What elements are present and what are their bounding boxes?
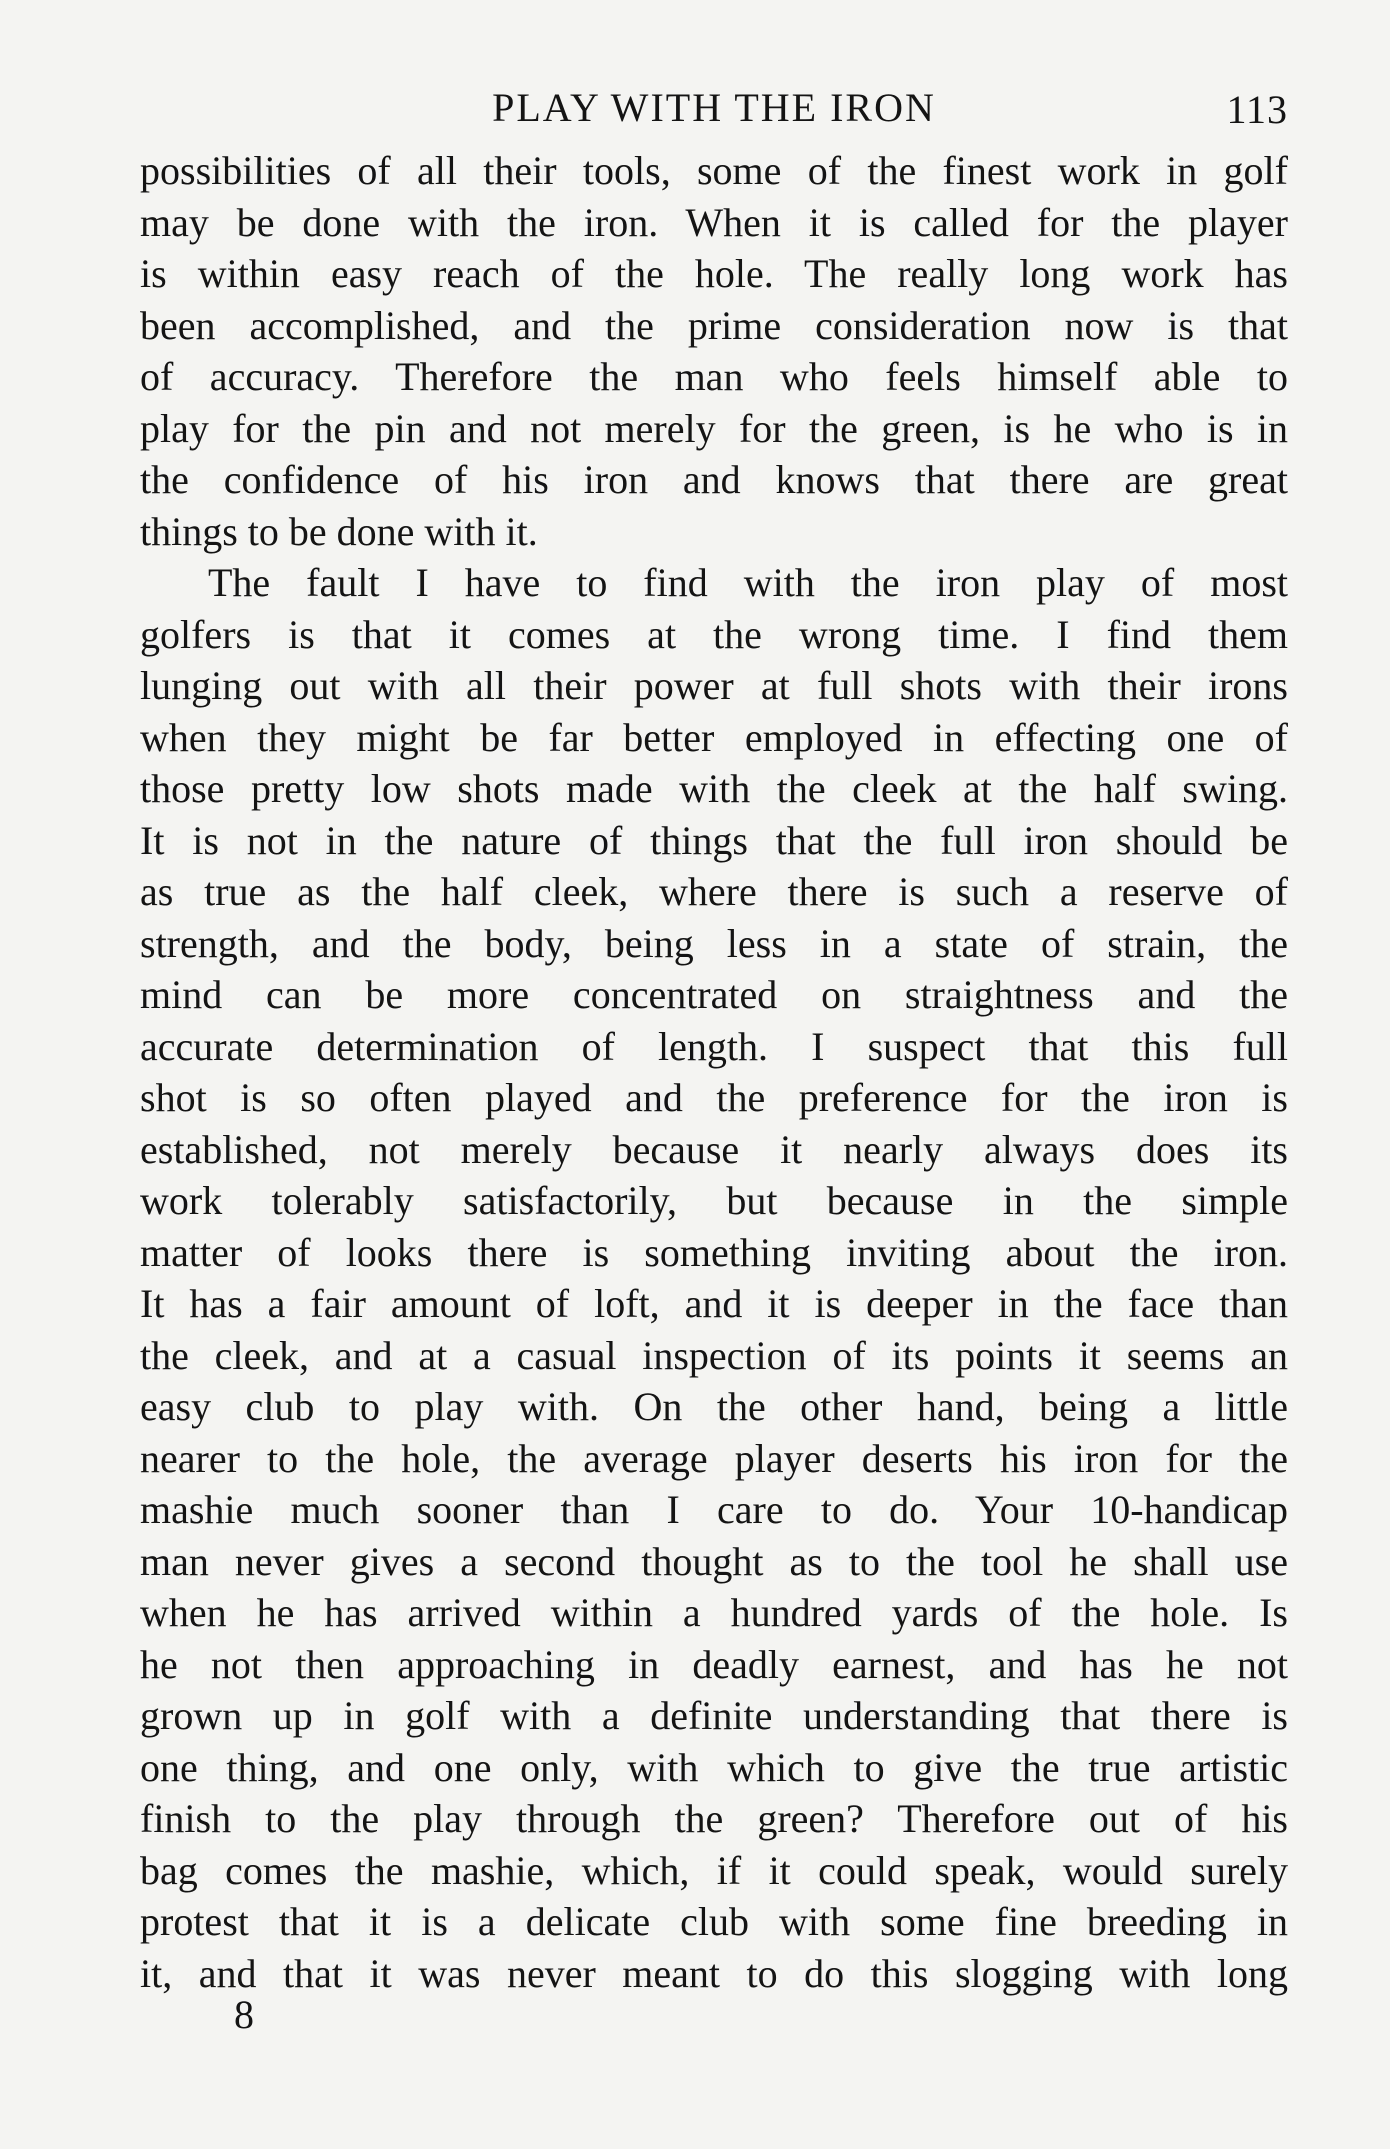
text-line: strength, and the body, being less in a state of strain, the <box>140 920 1288 966</box>
text-line: one thing, and one only, with which to give the true artistic <box>140 1744 1288 1790</box>
text-line: It is not in the nature of things that the full iron should be <box>140 817 1288 863</box>
text-line: easy club to play with. On the other hand, being a little <box>140 1384 1288 1429</box>
text-line: when he has arrived within a hundred yards of the hole. Is <box>140 1590 1288 1635</box>
text-line: nearer to the hole, the average player deserts his iron for the <box>140 1435 1288 1481</box>
text-line: accurate determination of length. I suspect that this full <box>140 1023 1288 1069</box>
paragraph-1 <box>140 145 1288 557</box>
text-line: finish to the play through the green? Therefore out of his <box>140 1796 1288 1841</box>
signature-mark: 8 <box>234 1992 254 2037</box>
text-line: is within easy reach of the hole. The really long work has <box>140 251 1288 296</box>
text-line: it, and that it was never meant to do this slogging with long <box>140 1950 1288 1996</box>
text-line: as true as the half cleek, where there is such a reserve of <box>140 869 1288 914</box>
text-line: those pretty low shots made with the cleek at the half swing. <box>140 766 1288 811</box>
text-line: work tolerably satisfactorily, but because in the simple <box>140 1178 1288 1223</box>
text-line: when they might be far better employed in effecting one of <box>140 714 1288 760</box>
page-number: 113 <box>1226 87 1288 132</box>
running-title: PLAY WITH THE IRON <box>492 85 936 130</box>
text-line: mashie much sooner than I care to do. Your 10-handicap <box>140 1487 1288 1532</box>
text-line: golfers is that it comes at the wrong time. I find them <box>140 611 1288 657</box>
text-line: bag comes the mashie, which, if it could speak, would surely <box>140 1847 1288 1893</box>
text-line: matter of looks there is something inviting about the iron. <box>140 1229 1288 1275</box>
text-line: mind can be more concentrated on straightness and the <box>140 972 1288 1017</box>
page-header <box>140 78 1288 138</box>
text-line: of accuracy. Therefore the man who feels himself able to <box>140 354 1288 399</box>
text-line: the confidence of his iron and knows that there are great <box>140 457 1288 502</box>
text-line: play for the pin and not merely for the green, is he who is in <box>140 405 1288 451</box>
text-line: may be done with the iron. When it is called for the player <box>140 199 1288 245</box>
text-line: the cleek, and at a casual inspection of its points it seems an <box>140 1332 1288 1378</box>
text-line: shot is so often played and the preference for the iron is <box>140 1075 1288 1120</box>
paragraph-2 <box>140 557 1288 1999</box>
text-line: protest that it is a delicate club with some fine breeding in <box>140 1899 1288 1944</box>
text-line: things to be done with it. <box>140 508 538 554</box>
text-line: he not then approaching in deadly earnest, and has he not <box>140 1641 1288 1687</box>
text-line: grown up in golf with a definite understanding that there is <box>140 1693 1288 1738</box>
text-line: established, not merely because it nearly always does its <box>140 1126 1288 1172</box>
text-line: It has a fair amount of loft, and it is deeper in the face than <box>140 1281 1288 1326</box>
text-line: The fault I have to find with the iron play of most <box>208 560 1288 605</box>
text-line: possibilities of all their tools, some of the finest work in golf <box>140 148 1288 193</box>
text-line: been accomplished, and the prime consideration now is that <box>140 302 1288 348</box>
text-line: lunging out with all their power at full shots with their irons <box>140 663 1288 708</box>
text-line: man never gives a second thought as to the tool he shall use <box>140 1538 1288 1584</box>
body-text <box>140 145 1288 1999</box>
